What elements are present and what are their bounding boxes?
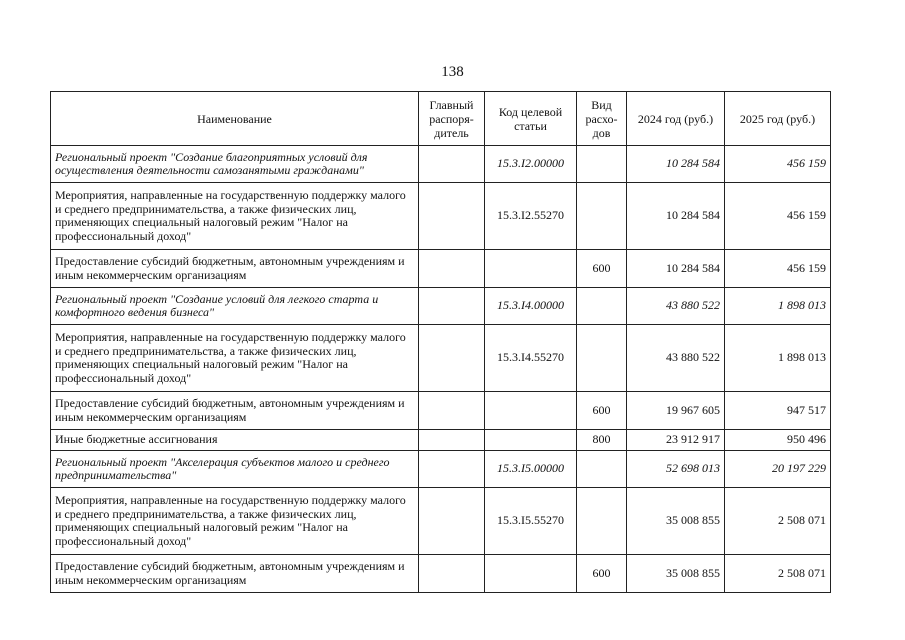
cell-expense-type — [577, 451, 627, 488]
cell-main-manager — [419, 488, 485, 555]
cell-year-2025: 1 898 013 — [725, 325, 831, 392]
cell-year-2024: 10 284 584 — [627, 146, 725, 183]
cell-name: Мероприятия, направленные на государственную поддержку малого и среднего предпринимательства, а также физических лиц, применяющих специальный налоговый режим "Налог на профессиональный доход" — [51, 183, 419, 250]
table-row-project — [51, 451, 831, 488]
cell-year-2025: 950 496 — [725, 430, 831, 451]
cell-target-code: 15.3.I2.55270 — [485, 183, 577, 250]
cell-main-manager — [419, 183, 485, 250]
header-target-code: Код целевой статьи — [485, 92, 577, 146]
table-row-project — [51, 288, 831, 325]
cell-name: Мероприятия, направленные на государственную поддержку малого и среднего предпринимательства, а также физических лиц, применяющих специальный налоговый режим "Налог на профессиональный доход" — [51, 325, 419, 392]
cell-target-code: 15.3.I5.55270 — [485, 488, 577, 555]
cell-main-manager — [419, 392, 485, 430]
cell-year-2024: 10 284 584 — [627, 250, 725, 288]
cell-year-2025: 20 197 229 — [725, 451, 831, 488]
header-expense-type: Вид расхо-дов — [577, 92, 627, 146]
cell-year-2024: 43 880 522 — [627, 288, 725, 325]
cell-expense-type — [577, 488, 627, 555]
table-row-project — [51, 146, 831, 183]
table-row-subsidy — [51, 250, 831, 288]
cell-name: Мероприятия, направленные на государственную поддержку малого и среднего предпринимательства, а также физических лиц, применяющих специальный налоговый режим "Налог на профессиональный доход" — [51, 488, 419, 555]
cell-year-2025: 947 517 — [725, 392, 831, 430]
cell-year-2024: 43 880 522 — [627, 325, 725, 392]
cell-name: Региональный проект "Акселерация субъектов малого и среднего предпринимательства" — [51, 451, 419, 488]
cell-main-manager — [419, 288, 485, 325]
header-year-2025: 2025 год (руб.) — [725, 92, 831, 146]
page-number: 138 — [441, 64, 464, 80]
table-row-measure — [51, 488, 831, 555]
cell-year-2025: 1 898 013 — [725, 288, 831, 325]
cell-main-manager — [419, 430, 485, 451]
cell-target-code: 15.3.I5.00000 — [485, 451, 577, 488]
cell-name: Предоставление субсидий бюджетным, автономным учреждениям и иным некоммерческим организациям — [51, 555, 419, 593]
cell-expense-type: 600 — [577, 392, 627, 430]
cell-name: Предоставление субсидий бюджетным, автономным учреждениям и иным некоммерческим организациям — [51, 250, 419, 288]
cell-name: Предоставление субсидий бюджетным, автономным учреждениям и иным некоммерческим организациям — [51, 392, 419, 430]
cell-year-2024: 35 008 855 — [627, 488, 725, 555]
cell-target-code — [485, 250, 577, 288]
header-year-2024: 2024 год (руб.) — [627, 92, 725, 146]
cell-expense-type: 600 — [577, 250, 627, 288]
cell-year-2024: 23 912 917 — [627, 430, 725, 451]
cell-year-2024: 52 698 013 — [627, 451, 725, 488]
cell-target-code — [485, 392, 577, 430]
table-row-other — [51, 430, 831, 451]
header-name: Наименование — [51, 92, 419, 146]
budget-table — [50, 91, 831, 593]
cell-expense-type — [577, 325, 627, 392]
cell-name: Региональный проект "Создание благоприятных условий для осуществления деятельности самозанятыми гражданами" — [51, 146, 419, 183]
cell-expense-type: 800 — [577, 430, 627, 451]
cell-year-2025: 2 508 071 — [725, 555, 831, 593]
cell-expense-type — [577, 183, 627, 250]
cell-target-code: 15.3.I4.00000 — [485, 288, 577, 325]
cell-year-2025: 2 508 071 — [725, 488, 831, 555]
cell-name: Региональный проект "Создание условий для легкого старта и комфортного ведения бизнеса" — [51, 288, 419, 325]
cell-main-manager — [419, 250, 485, 288]
cell-main-manager — [419, 555, 485, 593]
table-row-subsidy — [51, 392, 831, 430]
cell-main-manager — [419, 146, 485, 183]
cell-main-manager — [419, 451, 485, 488]
cell-year-2025: 456 159 — [725, 146, 831, 183]
cell-target-code: 15.3.I2.00000 — [485, 146, 577, 183]
cell-year-2025: 456 159 — [725, 183, 831, 250]
cell-expense-type — [577, 288, 627, 325]
cell-target-code — [485, 430, 577, 451]
cell-name: Иные бюджетные ассигнования — [51, 430, 419, 451]
table-row-measure — [51, 183, 831, 250]
cell-expense-type: 600 — [577, 555, 627, 593]
cell-expense-type — [577, 146, 627, 183]
cell-target-code: 15.3.I4.55270 — [485, 325, 577, 392]
table-row-subsidy — [51, 555, 831, 593]
cell-target-code — [485, 555, 577, 593]
table-body — [51, 146, 831, 593]
cell-year-2024: 35 008 855 — [627, 555, 725, 593]
table-header-row — [51, 92, 831, 146]
cell-main-manager — [419, 325, 485, 392]
cell-year-2024: 19 967 605 — [627, 392, 725, 430]
header-main-manager: Главный распоря-дитель — [419, 92, 485, 146]
cell-year-2025: 456 159 — [725, 250, 831, 288]
table-row-measure — [51, 325, 831, 392]
cell-year-2024: 10 284 584 — [627, 183, 725, 250]
